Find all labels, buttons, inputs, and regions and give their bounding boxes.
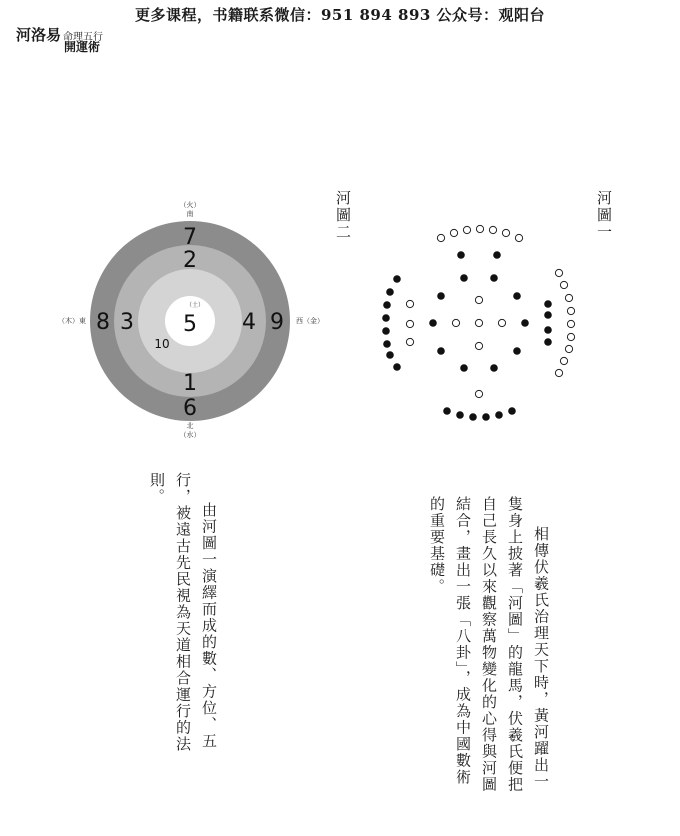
- header-banner: 更多课程，书籍联系微信：951 894 893 公众号：观阳台: [134, 6, 546, 24]
- dot: [406, 300, 413, 307]
- dot: [544, 311, 552, 319]
- middle-right-number: 4: [242, 310, 256, 335]
- west-label: 西（金）: [296, 317, 324, 325]
- center-element-label: （土）: [185, 302, 205, 309]
- dot: [567, 333, 574, 340]
- right-black-dots: [544, 300, 552, 346]
- middle-top-number: 2: [183, 248, 197, 273]
- dot: [490, 274, 498, 282]
- dot: [456, 411, 464, 419]
- dot: [382, 314, 390, 322]
- dot: [383, 301, 391, 309]
- left-white-dots: [406, 300, 413, 345]
- dot: [382, 327, 390, 335]
- dot: [495, 411, 503, 419]
- dot: [544, 326, 552, 334]
- center-number: 5: [183, 312, 197, 337]
- dot: [437, 234, 444, 241]
- dot: [386, 351, 394, 359]
- outer-top-number: 7: [183, 225, 197, 250]
- dot: [383, 340, 391, 348]
- dot: [515, 234, 522, 241]
- dot: [475, 296, 482, 303]
- dot: [452, 319, 459, 326]
- right-white-dots: [555, 269, 574, 376]
- dot: [429, 319, 437, 327]
- paragraph: 由河圖一演繹而成的數、方位、五行，被遠古先民視為天道相合運行的法則。: [148, 472, 218, 753]
- dot: [555, 269, 562, 276]
- dot: [450, 229, 457, 236]
- top-black-dots: [457, 251, 501, 282]
- dot: [460, 364, 468, 372]
- dot: [544, 338, 552, 346]
- dot: [489, 226, 496, 233]
- brand-main-text: 河洛易: [16, 26, 62, 44]
- south-label: 南: [186, 210, 194, 218]
- dot: [393, 363, 401, 371]
- middle-left-number: 3: [120, 310, 134, 335]
- text-left-column: [148, 472, 222, 777]
- dot: [560, 357, 567, 364]
- dot: [475, 319, 482, 326]
- south-element-label: （火）: [179, 201, 201, 209]
- inner-black-dots: [429, 292, 529, 372]
- dot: [567, 307, 574, 314]
- north-element-label: （水）: [179, 431, 201, 439]
- dot: [498, 319, 505, 326]
- figure1-title: 河圖一: [595, 190, 613, 241]
- dot: [476, 225, 483, 232]
- dot: [406, 338, 413, 345]
- dot: [460, 274, 468, 282]
- outer-bottom-number: 6: [183, 396, 197, 421]
- dot: [513, 292, 521, 300]
- dot: [469, 413, 477, 421]
- east-label: （木）東: [58, 317, 86, 325]
- hetu-dot-diagram: [370, 220, 590, 430]
- dot: [508, 407, 516, 415]
- dot: [502, 229, 509, 236]
- dot: [544, 300, 552, 308]
- dot: [555, 369, 562, 376]
- top-white-dots: [437, 225, 522, 241]
- dot: [406, 320, 413, 327]
- middle-bottom-number: 1: [183, 371, 197, 396]
- dot: [457, 251, 465, 259]
- inner-ten-number: 10: [154, 337, 170, 351]
- hetu-ring-diagram: [50, 196, 340, 446]
- paragraph: 相傳伏羲氏治理天下時，黃河躍出一隻身上披著「河圖」的龍馬，伏羲氏便把自己長久以來觀察萬物變化的心得與河圖結合，畫出一張「八卦」，成為中國數術的重要基礎。: [428, 496, 550, 793]
- dot: [482, 413, 490, 421]
- dot: [560, 281, 567, 288]
- dot: [490, 364, 498, 372]
- dot: [386, 288, 394, 296]
- dot: [437, 347, 445, 355]
- figure2-title: 河圖二: [334, 190, 352, 241]
- dot: [475, 342, 482, 349]
- dot: [565, 294, 572, 301]
- brand-sub-text: 命理五行: [63, 32, 104, 43]
- brand-sub2-text: 開運術: [64, 40, 101, 54]
- left-black-dots: [382, 275, 401, 371]
- dot: [493, 251, 501, 259]
- center-white-dots: [452, 296, 505, 397]
- outer-left-number: 8: [96, 310, 110, 335]
- dot: [475, 390, 482, 397]
- dot: [437, 292, 445, 300]
- dot: [521, 319, 529, 327]
- dot: [463, 226, 470, 233]
- dot: [567, 320, 574, 327]
- dot: [393, 275, 401, 283]
- dot: [443, 407, 451, 415]
- text-right-column: [404, 496, 554, 796]
- dot: [513, 347, 521, 355]
- bottom-black-dots: [443, 407, 516, 421]
- dot: [565, 345, 572, 352]
- outer-right-number: 9: [270, 310, 284, 335]
- brand-logo: [16, 24, 104, 54]
- north-label: 北: [186, 422, 194, 430]
